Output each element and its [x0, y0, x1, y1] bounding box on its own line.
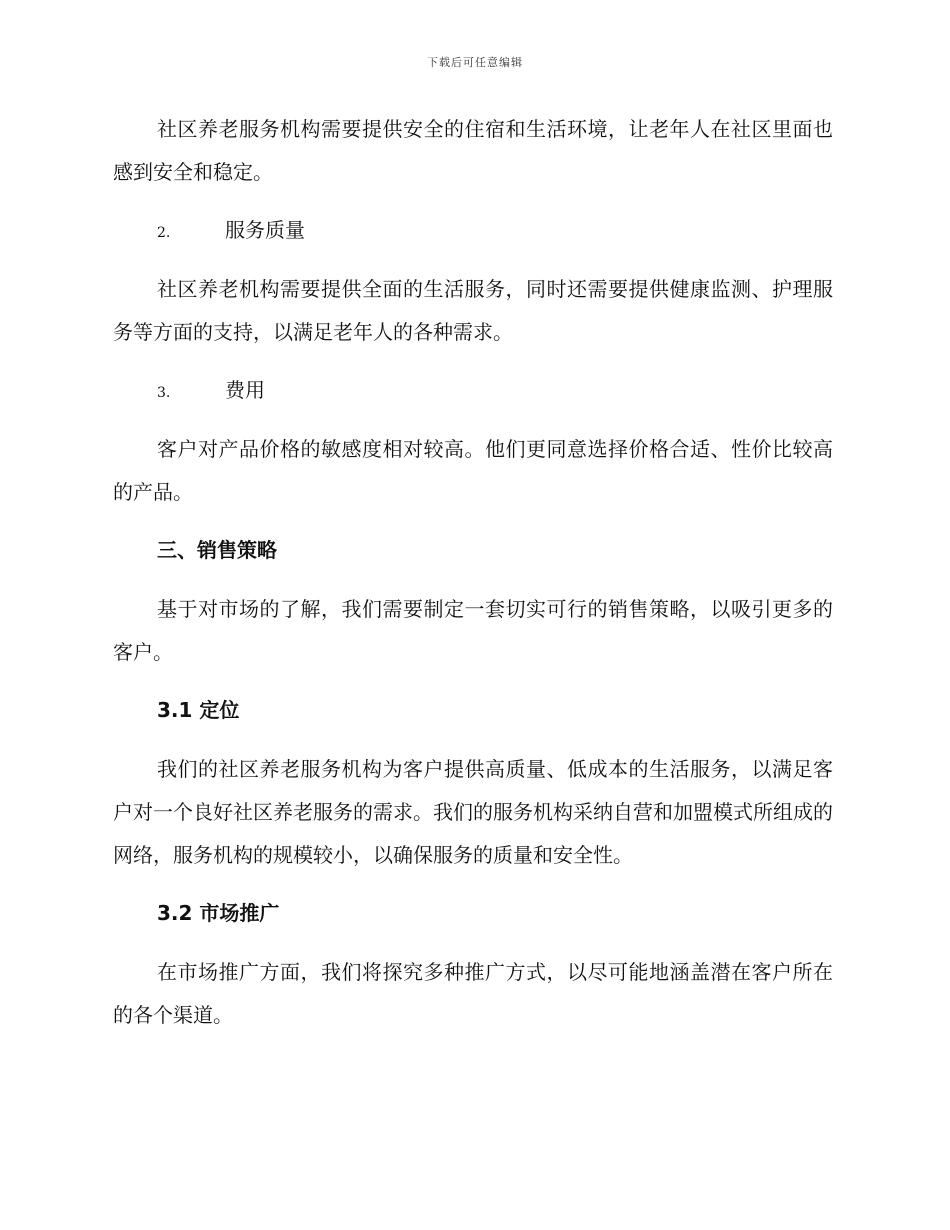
list-number: 3.	[157, 385, 171, 401]
paragraph-marketing: 在市场推广方面，我们将探究多种推广方式，以尽可能地涵盖潜在客户所在的各个渠道。	[113, 960, 833, 1027]
paragraph-safety: 社区养老服务机构需要提供安全的住宿和生活环境，让老年人在社区里面也感到安全和稳定。	[113, 117, 833, 184]
list-label: 费用	[225, 378, 265, 402]
list-number: 2.	[157, 225, 171, 241]
paragraph-positioning: 我们的社区养老服务机构为客户提供高质量、低成本的生活服务，以满足客户对一个良好社区养老服务的需求。我们的服务机构采纳自营和加盟模式所组成的网络，服务机构的规模较小，以确保服务的质量和安全性。	[113, 757, 833, 867]
page-header-note: 下载后可任意编辑	[427, 56, 523, 69]
paragraph-sales-strategy: 基于对市场的了解，我们需要制定一套切实可行的销售策略，以吸引更多的客户。	[113, 597, 833, 664]
subsection-heading-marketing: 3.2 市场推广	[157, 901, 280, 925]
section-heading-sales-strategy: 三、销售策略	[157, 538, 277, 562]
list-label: 服务质量	[225, 218, 305, 242]
paragraph-service-quality: 社区养老机构需要提供全面的生活服务，同时还需要提供健康监测、护理服务等方面的支持，以满足老年人的各种需求。	[113, 277, 833, 344]
subsection-heading-positioning: 3.1 定位	[157, 698, 240, 722]
paragraph-cost: 客户对产品价格的敏感度相对较高。他们更同意选择价格合适、性价比较高的产品。	[113, 437, 833, 504]
list-item-service-quality	[157, 209, 877, 255]
list-item-cost	[157, 369, 877, 415]
